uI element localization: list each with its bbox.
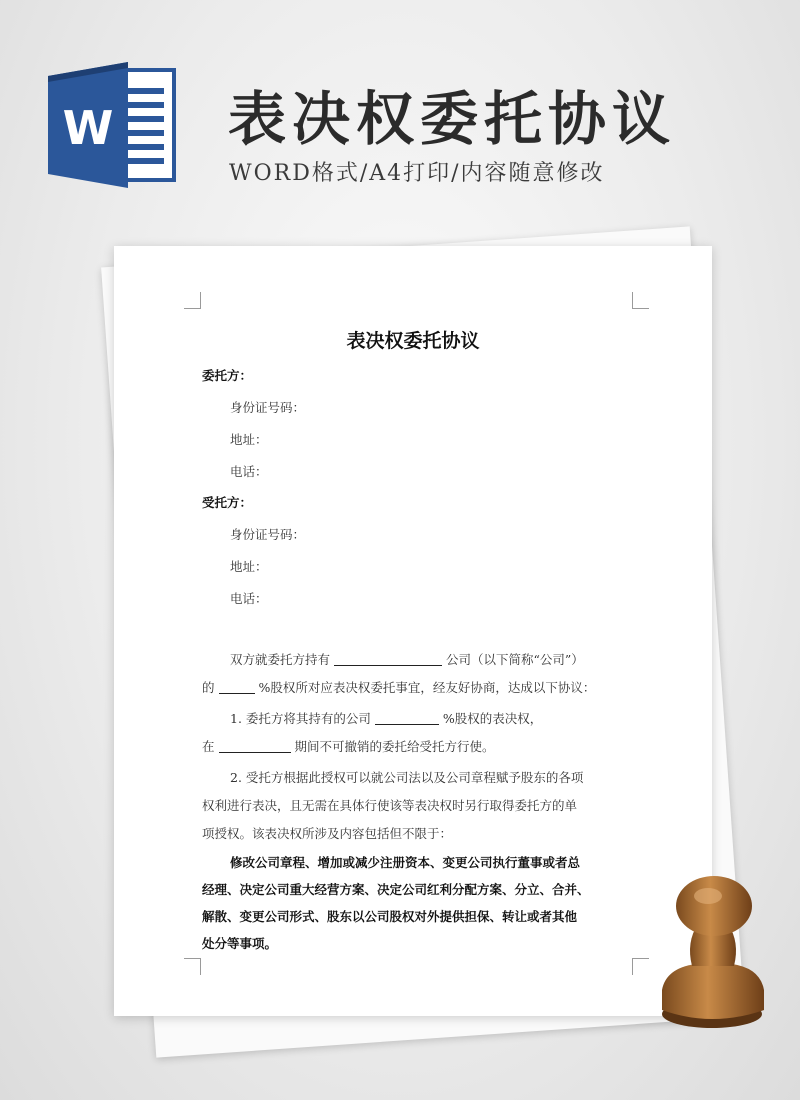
clause-1-text-b: %股权的表决权， [442,711,543,726]
principal-address-field: 地址： [230,432,268,447]
clause-1-text-d: 期间不可撤销的委托给受托方行使。 [294,739,495,754]
document-page [114,246,712,1016]
intro-text-2a: 的 [202,680,215,695]
crop-mark-top-right [632,292,649,309]
agent-phone-field: 电话： [230,591,268,606]
banner [0,0,800,220]
agent-id-field: 身份证号码： [230,527,306,542]
crop-mark-top-left [184,292,201,309]
intro-text-1b: 公司（以下简称“公司”） [445,652,584,667]
scope-line-4: 处分等事项。 [202,936,278,951]
clause-2-line-2: 权利进行表决，且无需在具体行使该等表决权时另行取得委托方的单 [202,798,578,813]
wooden-stamp-icon [648,872,776,1032]
clause-2-line-1: 2. 受托方根据此授权可以就公司法以及公司章程赋予股东的各项 [230,770,584,785]
clause-1-line-1 [230,711,542,727]
scope-line-2: 经理、决定公司重大经营方案、决定公司红利分配方案、分立、合并、 [202,882,590,897]
clause-1-text-a: 1. 委托方将其持有的公司 [230,711,371,726]
word-logo-icon [44,62,180,188]
clause-1-line-2 [202,739,495,755]
agent-label: 受托方： [202,495,253,510]
intro-text-2b: %股权所对应表决权委托事宜，经友好协商，达成以下协议： [258,680,596,695]
crop-mark-bottom-left [184,958,201,975]
scope-line-3: 解散、变更公司形式、股东以公司股权对外提供担保、转让或者其他 [202,909,578,924]
clause-1-percent-blank [375,712,439,725]
document-title: 表决权委托协议 [346,330,480,352]
agent-address-field: 地址： [230,559,268,574]
intro-text-1a: 双方就委托方持有 [230,652,331,667]
intro-line-1 [230,652,584,668]
principal-id-field: 身份证号码： [230,400,306,415]
principal-phone-field: 电话： [230,464,268,479]
word-logo-letter: W [62,101,114,155]
principal-label: 委托方： [202,368,253,383]
company-blank [334,653,442,666]
intro-line-2 [202,680,595,696]
banner-title: 表决权委托协议 [228,85,677,153]
clause-2-line-3: 项授权。该表决权所涉及内容包括但不限于： [202,826,453,841]
period-blank [219,740,291,753]
share-percent-blank [219,681,255,694]
crop-mark-bottom-right [632,958,649,975]
clause-1-text-c: 在 [202,739,215,754]
banner-subtitle: WORD格式/A4打印/内容随意修改 [229,161,605,186]
scope-line-1: 修改公司章程、增加或减少注册资本、变更公司执行董事或者总 [230,855,581,870]
